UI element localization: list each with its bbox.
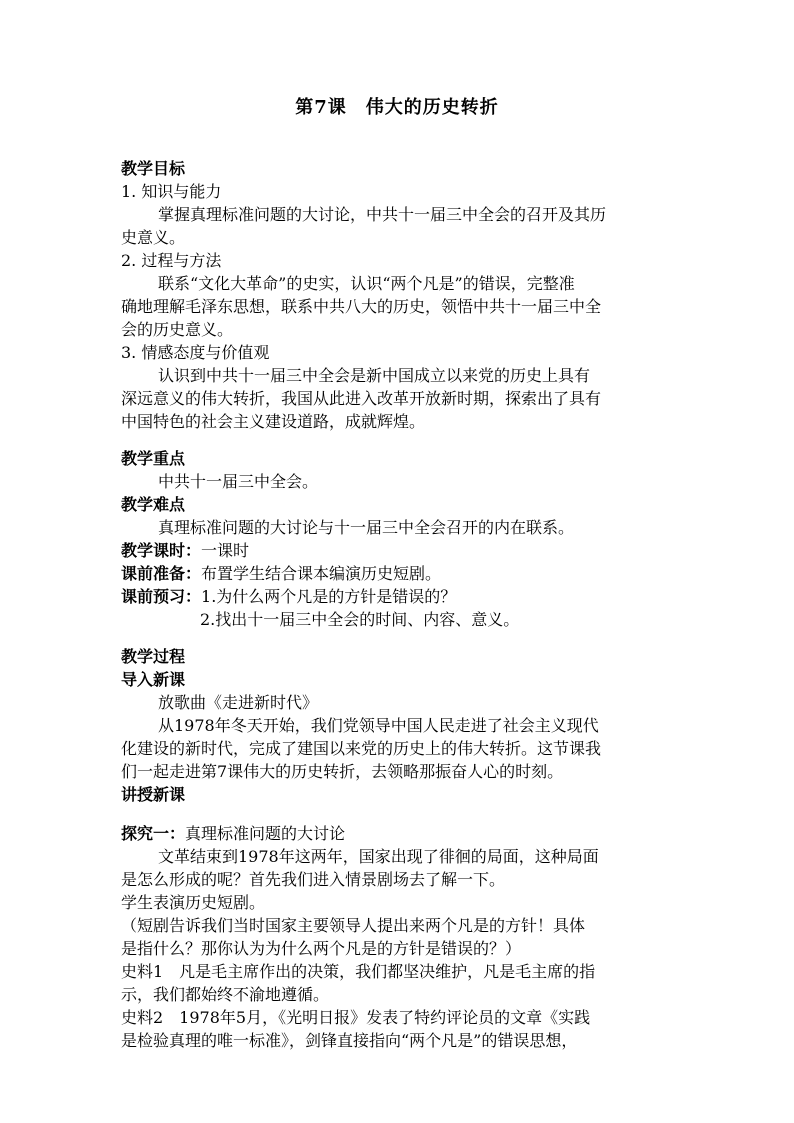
section-heading-process: 教学过程	[121, 647, 186, 666]
objective-2-heading: 2. 过程与方法	[121, 251, 222, 270]
historical-source-1: 史料1 凡是毛主席作出的决策，我们都坚决维护，凡是毛主席的指	[121, 962, 596, 981]
paragraph-line: 深远意义的伟大转折，我国从此进入改革开放新时期，探索出了具有	[121, 389, 602, 408]
inquiry-1-line	[121, 823, 681, 845]
paragraph-line: 从1978年冬天开始，我们党领导中国人民走进了社会主义现代	[158, 716, 599, 735]
historical-source-2: 史料2 1978年5月，《光明日报》发表了特约评论员的文章《实践	[121, 1008, 591, 1027]
paragraph-line: 是检验真理的唯一标准》，剑锋直接指向“两个凡是”的错误思想，	[121, 1031, 578, 1050]
paragraph-line: （短剧告诉我们当时国家主要领导人提出来两个凡是的方针！具体	[121, 916, 586, 935]
objective-3-heading: 3. 情感态度与价值观	[121, 343, 270, 362]
paragraph-line: 中国特色的社会主义建设道路，成就辉煌。	[121, 412, 426, 431]
paragraph-line: 史意义。	[121, 228, 186, 247]
preparation-label: 课前准备：	[121, 564, 202, 583]
preview-value: 1.为什么两个凡是的方针是错误的？	[201, 587, 457, 606]
section-heading-difficulties: 教学难点	[121, 495, 186, 514]
class-hours-label: 教学课时：	[121, 541, 202, 560]
paragraph-line: 真理标准问题的大讨论与十一届三中全会召开的内在联系。	[158, 518, 575, 537]
paragraph-line: 中共十一届三中全会。	[158, 472, 319, 491]
section-heading-new-lesson: 讲授新课	[121, 785, 186, 804]
paragraph-line: 是指什么？那你认为为什么两个凡是的方针是错误的？）	[121, 939, 522, 958]
paragraph-line: 确地理解毛泽东思想，联系中共八大的历史，领悟中共十一届三中全	[121, 297, 602, 316]
paragraph-line: 学生表演历史短剧。	[121, 893, 266, 912]
paragraph-line: 联系“文化大革命”的史实，认识“两个凡是”的错误，完整准	[158, 274, 575, 293]
class-hours-value: 一课时	[201, 541, 250, 560]
paragraph-line: 化建设的新时代，完成了建国以来党的历史上的伟大转折。这节课我	[121, 739, 602, 758]
paragraph-line: 会的历史意义。	[121, 320, 234, 339]
lesson-title: 第7课 伟大的历史转折	[295, 97, 499, 118]
class-hours-line	[121, 540, 681, 562]
paragraph-line: 放歌曲《走进新时代》	[158, 693, 319, 712]
inquiry-1-title: 真理标准问题的大讨论	[185, 824, 346, 843]
section-heading-objectives: 教学目标	[121, 159, 186, 178]
paragraph-line: 是怎么形成的呢？首先我们进入情景剧场去了解一下。	[121, 870, 506, 889]
paragraph-line: 示，我们都始终不渝地遵循。	[121, 985, 330, 1004]
section-heading-key-points: 教学重点	[121, 449, 186, 468]
inquiry-1-label: 探究一：	[121, 824, 186, 843]
preparation-line	[121, 563, 681, 585]
preview-label: 课前预习：	[121, 587, 202, 606]
objective-1-heading: 1. 知识与能力	[121, 182, 222, 201]
paragraph-line: 掌握真理标准问题的大讨论，中共十一届三中全会的召开及其历	[158, 205, 607, 224]
section-heading-introduction: 导入新课	[121, 670, 186, 689]
paragraph-line: 们一起走进第7课伟大的历史转折，去领略那振奋人心的时刻。	[121, 762, 564, 781]
preview-line	[121, 586, 681, 608]
preview-item-2: 2.找出十一届三中全会的时间、内容、意义。	[200, 610, 520, 629]
preparation-value: 布置学生结合课本编演历史短剧。	[201, 564, 442, 583]
paragraph-line: 文革结束到1978年这两年，国家出现了徘徊的局面，这种局面	[158, 847, 599, 866]
paragraph-line: 认识到中共十一届三中全会是新中国成立以来党的历史上具有	[158, 366, 591, 385]
